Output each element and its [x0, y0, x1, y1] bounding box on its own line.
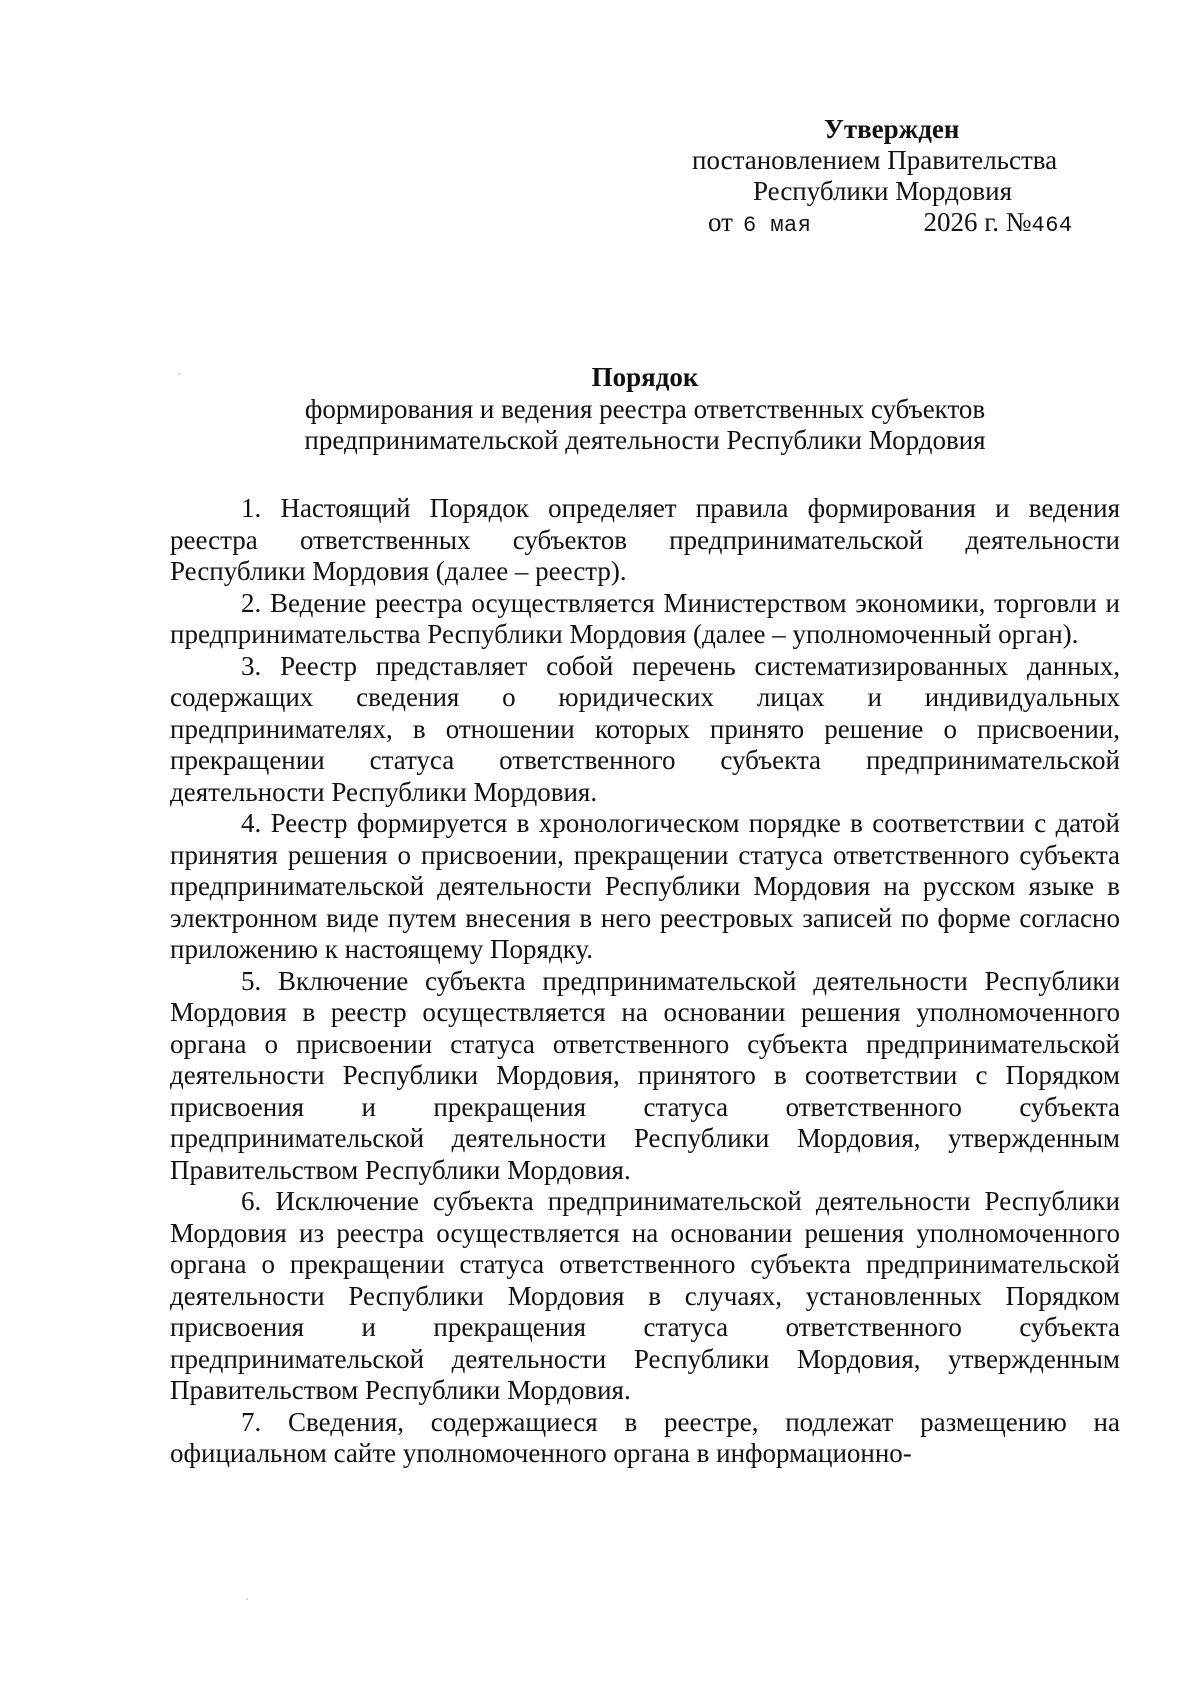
approval-region-line: Республики Мордовия: [753, 176, 1013, 206]
date-prefix: от: [708, 207, 733, 237]
paragraph-5: 5. Включение субъекта предпринимательской деятельности Республики Мордовия в реестр осуществляется на основании решения уполномоченного органа о присвоении статуса ответственного субъекта предпринимательской деятельности Республики Мордовия, принятого в соответствии с Порядком присвоения и прекращения статуса ответственного субъекта предпринимательской деятельности Республики Мордовия, утвержденным Правительством Республики Мордовия.: [170, 965, 1120, 1185]
approval-stamp: [690, 114, 1090, 241]
document-subtitle-line-2: предпринимательской деятельности Республики Мордовия: [304, 425, 986, 455]
decree-number: 464: [1031, 213, 1073, 238]
document-title: Порядок: [591, 362, 699, 392]
document-subtitle-line-1: формирования и ведения реестра ответственных субъектов: [304, 394, 986, 424]
scan-speck: [246, 1598, 248, 1600]
approval-date-line: [690, 207, 1090, 241]
scan-speck: [178, 373, 180, 375]
year-number-label: 2026 г. №: [923, 207, 1032, 237]
approval-authority-line: постановлением Правительства: [692, 145, 1058, 175]
document-heading: [170, 362, 1120, 456]
paragraph-4: 4. Реестр формируется в хронологическом порядке в соответствии с датой принятия решения о присвоении, прекращении статуса ответственного субъекта предпринимательской деятельности Республики Мордовия на русском языке в электронном виде путем внесения в него реестровых записей по форме согласно приложению к настоящему Порядку.: [170, 808, 1120, 964]
paragraph-1: 1. Настоящий Порядок определяет правила формирования и ведения реестра ответственных субъектов предпринимательской деятельности Республики Мордовия (далее – реестр).: [170, 493, 1120, 586]
approval-title: Утвержден: [824, 114, 960, 144]
paragraph-6: 6. Исключение субъекта предпринимательской деятельности Республики Мордовия из реестра осуществляется на основании решения уполномоченного органа о прекращении статуса ответственного субъекта предпринимательской деятельности Республики Мордовия в случаях, установленных Порядком присвоения и прекращения статуса ответственного субъекта предпринимательской деятельности Республики Мордовия, утвержденным Правительством Республики Мордовия.: [170, 1186, 1120, 1405]
paragraph-3: 3. Реестр представляет собой перечень систематизированных данных, содержащих сведения о юридических лицах и индивидуальных предпринимателях, в отношении которых принято решение о присвоении, прекращении статуса ответственного субъекта предпринимательской деятельности Республики Мордовия.: [170, 650, 1120, 807]
document-body: [170, 493, 1120, 1470]
date-typed: 6 мая: [742, 213, 812, 238]
paragraph-7: 7. Сведения, содержащиеся в реестре, подлежат размещению на официальном сайте уполномоченного органа в информационно-: [170, 1406, 1120, 1468]
paragraph-2: 2. Ведение реестра осуществляется Министерством экономики, торговли и предпринимательства Республики Мордовия (далее – уполномоченный орган).: [170, 587, 1120, 649]
